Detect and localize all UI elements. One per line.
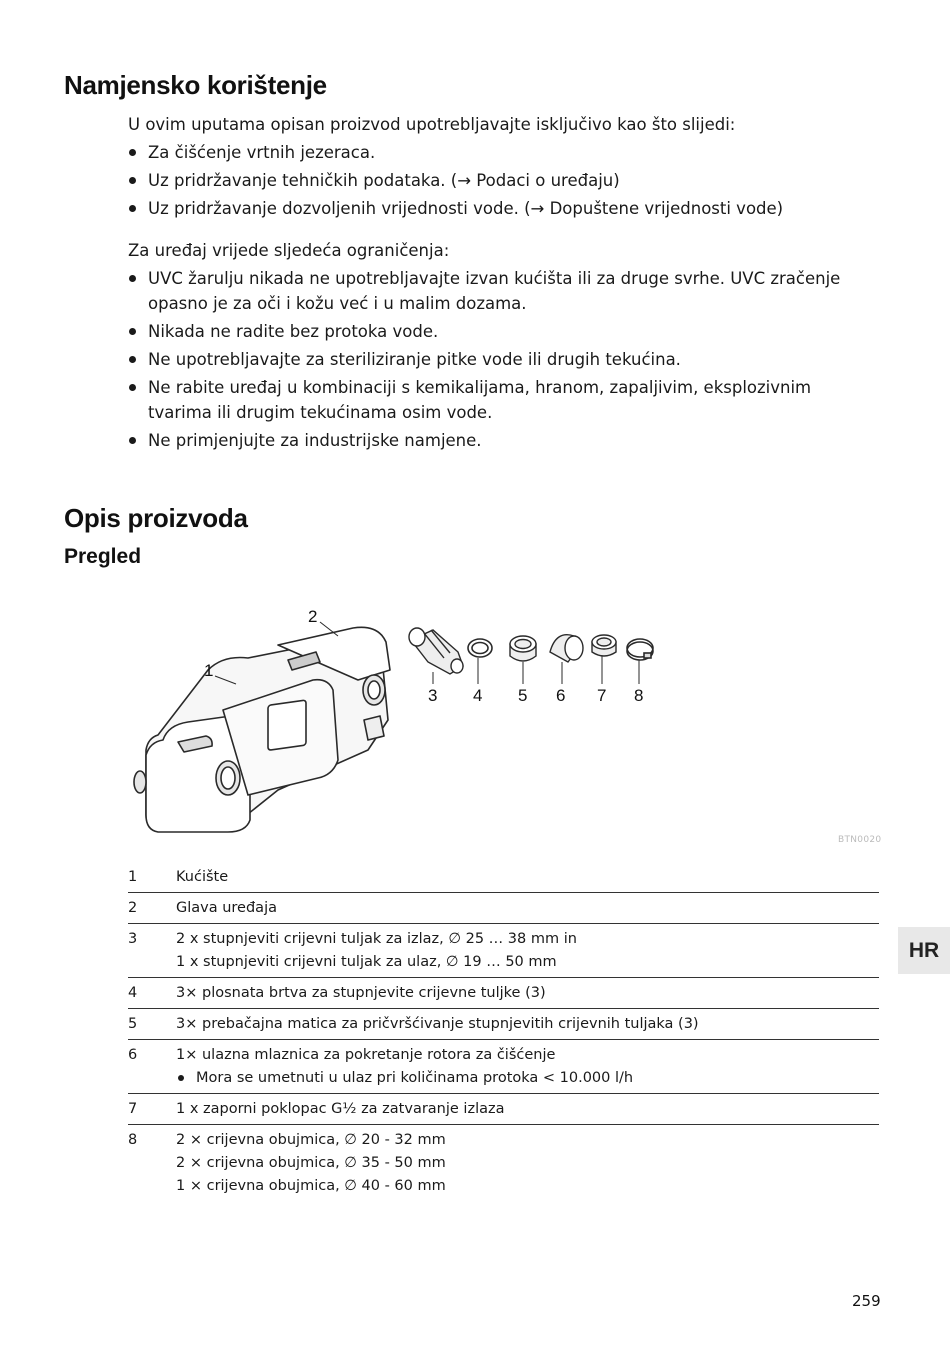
part-line: 1 × crijevna obujmica, ∅ 40 - 60 mm <box>176 1178 446 1194</box>
hose-clamp-drawing <box>627 639 653 660</box>
part-line: 1× ulazna mlaznica za pokretanje rotora za čišćenje <box>176 1047 556 1063</box>
figure-label-8: 8 <box>634 686 644 705</box>
table-row <box>128 893 879 924</box>
parts-table <box>128 862 879 1201</box>
product-overview-figure <box>128 600 658 835</box>
intended-use-list <box>128 140 880 221</box>
list-item: Uz pridržavanje dozvoljenih vrijednosti vode. (→ Dopuštene vrijednosti vode) <box>128 196 880 221</box>
part-number: 7 <box>128 1101 138 1117</box>
table-row <box>128 978 879 1009</box>
part-number: 8 <box>128 1132 138 1148</box>
list-item: Ne rabite uređaj u kombinaciji s kemikalijama, hranom, zapaljivim, eksplozivnim tvarima ili drugim tekućinama osim vode. <box>128 375 880 425</box>
part-line: 2 × crijevna obujmica, ∅ 35 - 50 mm <box>176 1155 446 1171</box>
restrictions-intro: Za uređaj vrijede sljedeća ograničenja: <box>128 241 450 260</box>
table-row <box>128 1094 879 1125</box>
list-item: Uz pridržavanje tehničkih podataka. (→ Podaci o uređaju) <box>128 168 880 193</box>
part-number: 6 <box>128 1047 138 1063</box>
part-line: 1 x zaporni poklopac G½ za zatvaranje izlaza <box>176 1101 505 1117</box>
figure-code: BTN0020 <box>838 835 882 845</box>
table-row <box>128 1125 879 1201</box>
part-line: Kućište <box>176 869 229 885</box>
figure-label-6: 6 <box>556 686 566 705</box>
part-line: 1 x stupnjeviti crijevni tuljak za ulaz, ∅ 19 … 50 mm <box>176 954 557 970</box>
restrictions-block <box>128 238 880 453</box>
table-row <box>128 924 879 978</box>
part-number: 3 <box>128 931 138 947</box>
figure-label-5: 5 <box>518 686 528 705</box>
restrictions-list <box>128 266 880 453</box>
part-description <box>176 1129 879 1198</box>
page-number: 259 <box>852 1292 881 1310</box>
list-item: Ne primjenjujte za industrijske namjene. <box>128 428 880 453</box>
part-line: 3× prebačajna matica za pričvršćivanje stupnjevitih crijevnih tuljaka (3) <box>176 1016 699 1032</box>
intended-use-block <box>128 112 880 221</box>
part-line: 2 x stupnjeviti crijevni tuljak za izlaz, ∅ 25 … 38 mm in <box>176 931 577 947</box>
part-description <box>176 1098 879 1121</box>
union-nut-drawing <box>510 636 536 661</box>
part-line: 3× plosnata brtva za stupnjevite crijevne tuljke (3) <box>176 985 546 1001</box>
section-subtitle-overview: Pregled <box>64 545 142 568</box>
part-number: 4 <box>128 985 138 1001</box>
figure-label-4: 4 <box>473 686 483 705</box>
part-number: 2 <box>128 900 138 916</box>
part-line: Glava uređaja <box>176 900 277 916</box>
figure-label-2: 2 <box>308 607 318 626</box>
part-description <box>176 897 879 920</box>
intended-use-intro: U ovim uputama opisan proizvod upotrebljavajte isključivo kao što slijedi: <box>128 115 736 134</box>
part-description <box>176 866 879 889</box>
table-row <box>128 1009 879 1040</box>
flat-seal-drawing <box>468 639 492 657</box>
part-description <box>176 928 879 974</box>
list-item: Za čišćenje vrtnih jezeraca. <box>128 140 880 165</box>
figure-label-1: 1 <box>204 661 214 680</box>
figure-label-7: 7 <box>597 686 607 705</box>
table-row <box>128 1040 879 1094</box>
language-tab: HR <box>898 927 950 974</box>
part-description <box>176 982 879 1005</box>
section-title-product-description: Opis proizvoda <box>64 503 248 533</box>
end-cap-drawing <box>592 635 616 656</box>
inlet-nozzle-drawing <box>550 635 583 662</box>
figure-label-3: 3 <box>428 686 438 705</box>
part-line: 2 × crijevna obujmica, ∅ 20 - 32 mm <box>176 1132 446 1148</box>
section-title-intended-use: Namjensko korištenje <box>64 70 327 100</box>
list-item: UVC žarulju nikada ne upotrebljavajte izvan kućišta ili za druge svrhe. UVC zračenje opasno je za oči i kožu već i u malim dozama. <box>128 266 880 316</box>
part-description <box>176 1044 879 1090</box>
part-note-bullet: Mora se umetnuti u ulaz pri količinama protoka < 10.000 l/h <box>176 1067 879 1090</box>
list-item: Nikada ne radite bez protoka vode. <box>128 319 880 344</box>
list-item: Ne upotrebljavajte za steriliziranje pitke vode ili drugih tekućina. <box>128 347 880 372</box>
table-row <box>128 862 879 893</box>
part-number: 1 <box>128 869 138 885</box>
stepped-hose-tail-drawing <box>409 628 463 674</box>
part-number: 5 <box>128 1016 138 1032</box>
housing-drawing <box>134 627 390 832</box>
part-description <box>176 1013 879 1036</box>
